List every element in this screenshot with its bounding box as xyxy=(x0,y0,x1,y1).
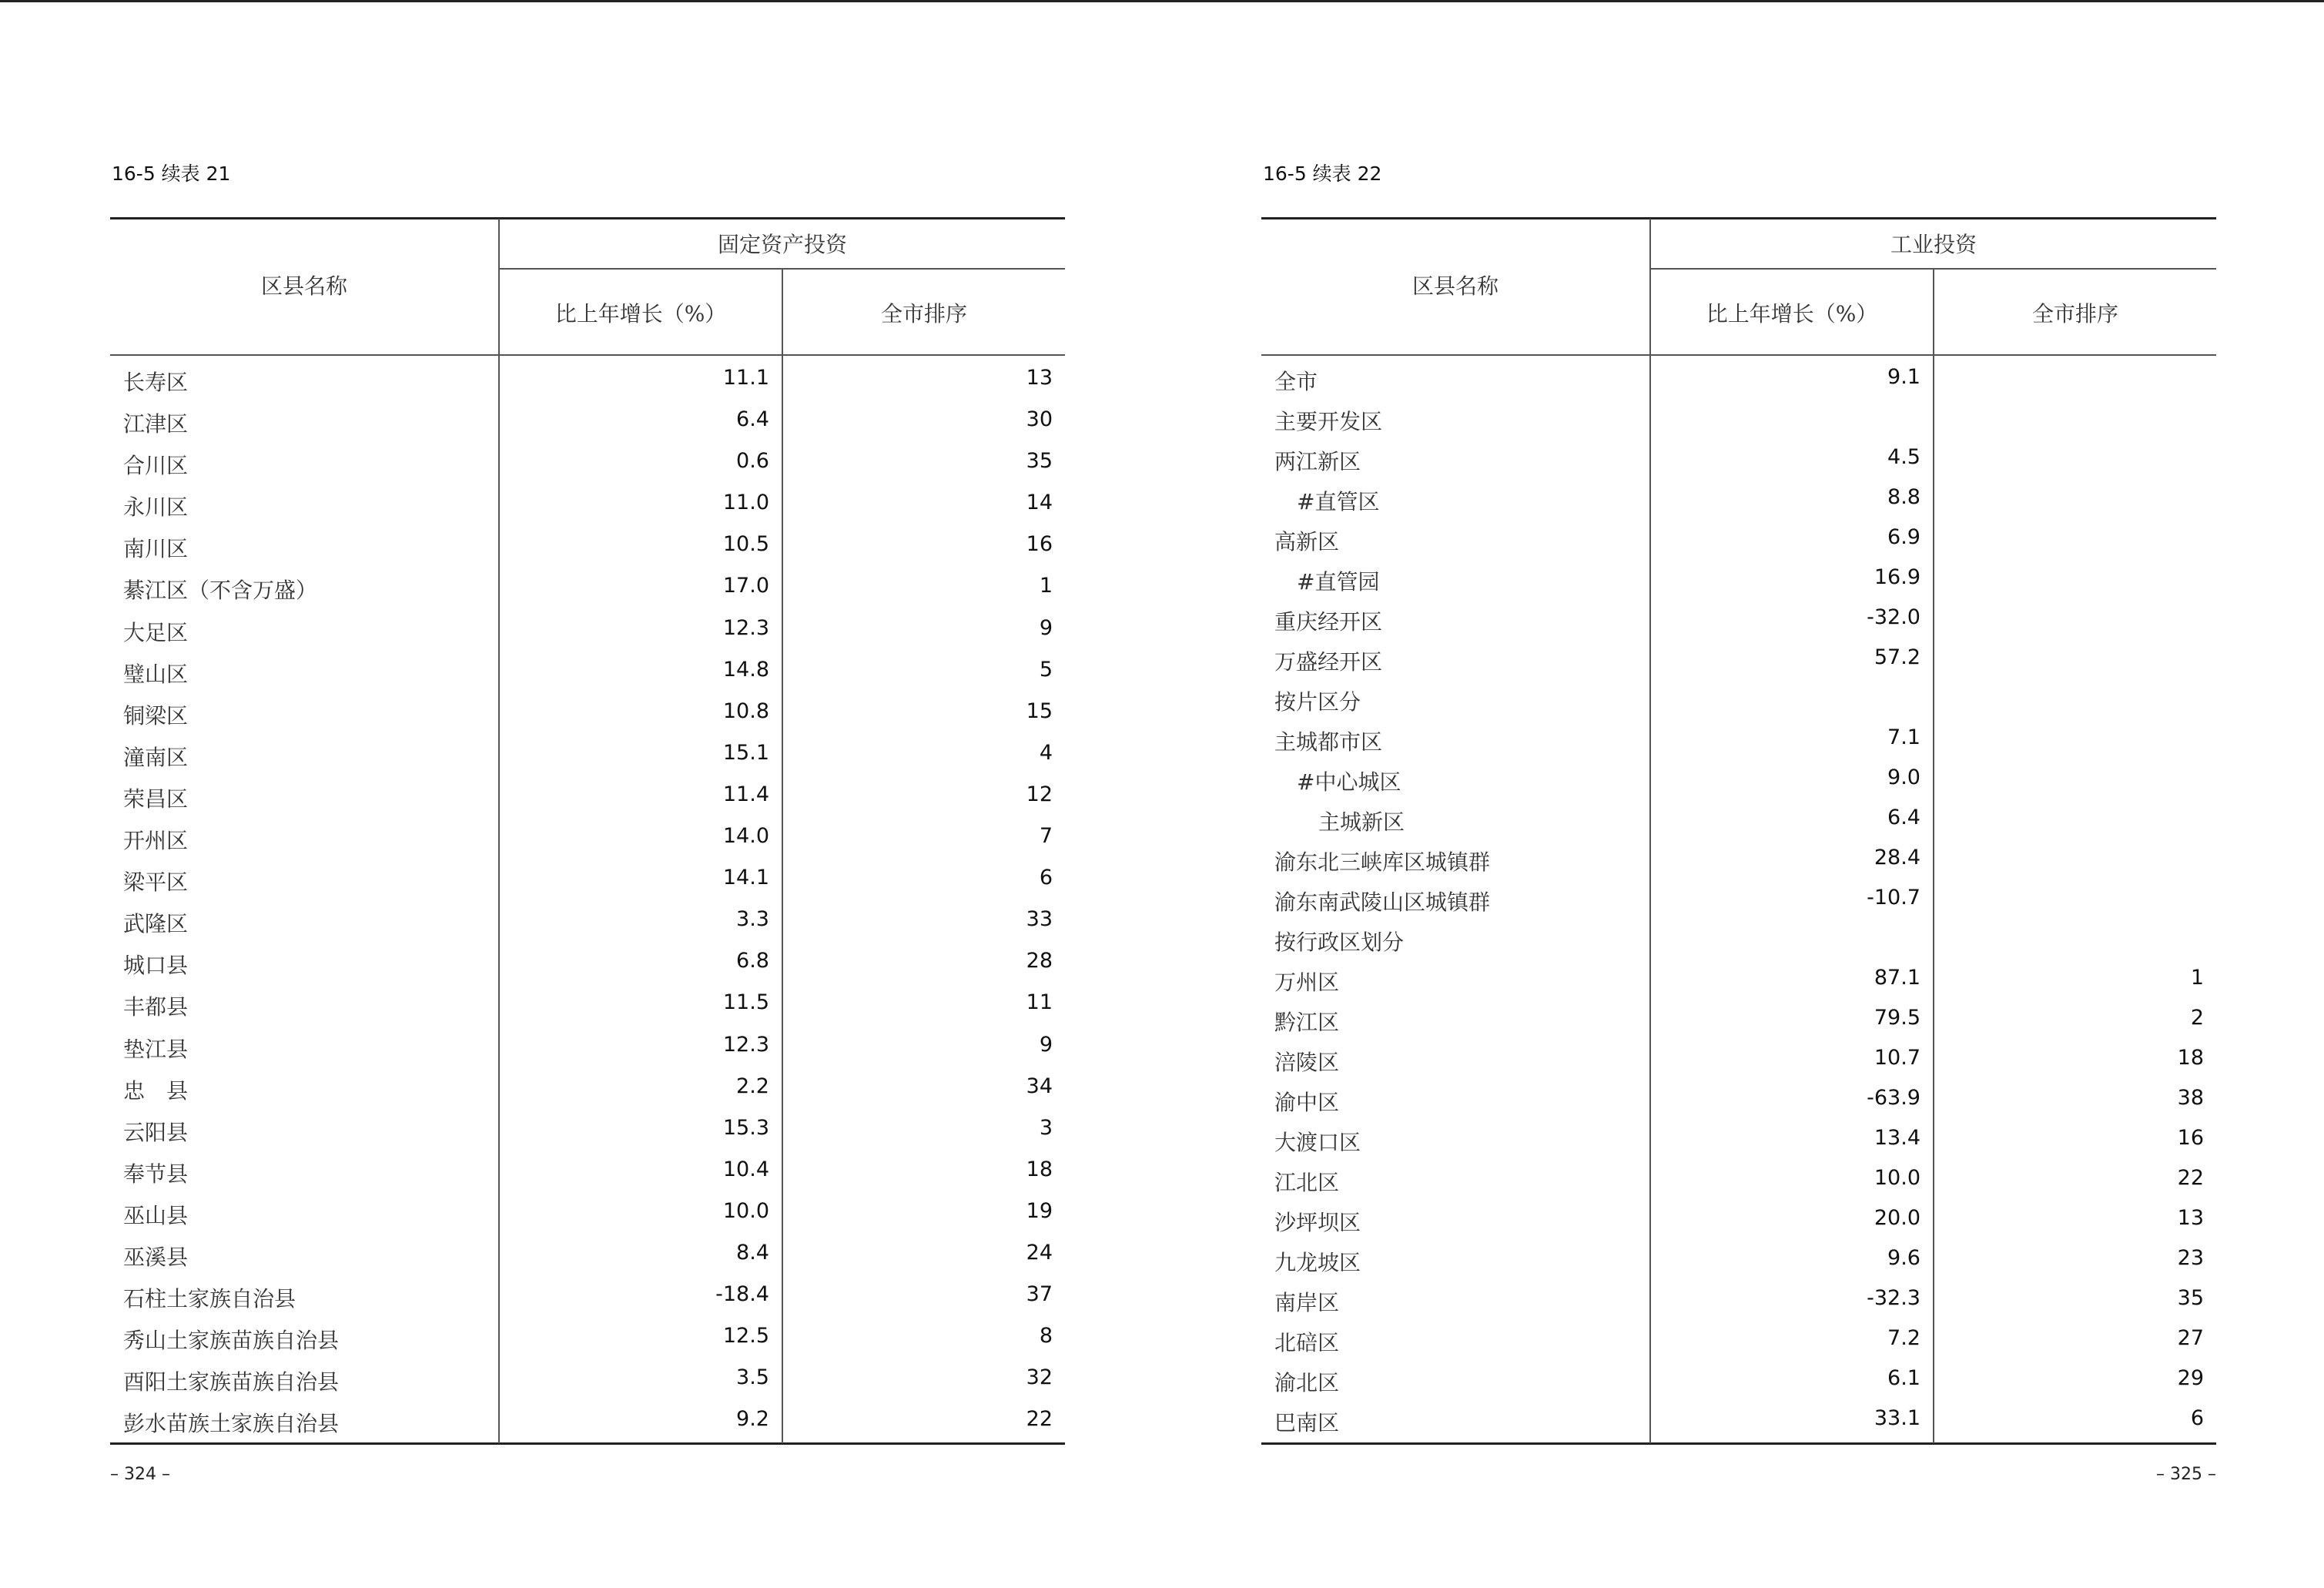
row-growth-value: 10.0 xyxy=(722,1198,769,1223)
row-rank-value: 14 xyxy=(1026,491,1053,515)
row-rank-value: 13 xyxy=(1026,366,1053,390)
row-growth-value: 14.0 xyxy=(722,824,769,849)
table-row xyxy=(1261,766,2216,806)
table-row xyxy=(1261,445,2216,485)
row-name: 合川区 xyxy=(123,453,189,479)
table-row xyxy=(1261,846,2216,886)
row-name: 九龙坡区 xyxy=(1274,1250,1361,1275)
row-growth-value: 10.8 xyxy=(722,699,769,723)
table-row xyxy=(1261,1206,2216,1246)
row-rank-value: 38 xyxy=(2177,1086,2204,1110)
row-name: 石柱土家族自治县 xyxy=(123,1286,296,1312)
row-rank-value: 34 xyxy=(1026,1074,1053,1098)
row-name: 渝东北三峡库区城镇群 xyxy=(1274,849,1491,875)
row-name: 万州区 xyxy=(1274,970,1340,995)
table-row xyxy=(110,1282,1065,1324)
row-name: 秀山土家族苗族自治县 xyxy=(123,1328,340,1354)
row-name: 主城新区 xyxy=(1318,809,1405,835)
row-rank-value: 27 xyxy=(2177,1326,2204,1350)
row-name: 铜梁区 xyxy=(123,702,189,729)
row-rank-value: 11 xyxy=(1026,990,1053,1015)
row-name: 垫江县 xyxy=(123,1036,189,1062)
row-growth-value: 20.0 xyxy=(1874,1206,1920,1230)
row-rank-value: 12 xyxy=(1026,782,1053,806)
row-name: 彭水苗族土家族自治县 xyxy=(123,1411,340,1437)
row-name: 长寿区 xyxy=(123,370,189,395)
row-rank-value: 23 xyxy=(2177,1246,2204,1270)
row-rank-value: 6 xyxy=(1039,866,1053,890)
row-name: 两江新区 xyxy=(1274,449,1361,474)
page-number: – 324 – xyxy=(110,1465,170,1484)
table-row xyxy=(110,1324,1065,1365)
row-rank-value: 15 xyxy=(1026,699,1053,723)
table-row xyxy=(1261,405,2216,445)
table-row xyxy=(110,366,1065,407)
row-name: 高新区 xyxy=(1274,529,1340,554)
row-growth-value: 6.8 xyxy=(736,949,769,973)
row-growth-value: 12.3 xyxy=(722,1032,769,1057)
table-row xyxy=(110,532,1065,574)
table-row xyxy=(1261,1326,2216,1366)
row-growth-value: 15.3 xyxy=(722,1115,769,1140)
row-name: 璧山区 xyxy=(123,661,189,687)
row-rank-value: 1 xyxy=(2190,966,2204,990)
row-rank-value: 7 xyxy=(1039,824,1053,849)
table-row xyxy=(1261,365,2216,405)
table-row xyxy=(1261,725,2216,766)
row-growth-value: 87.1 xyxy=(1874,966,1920,990)
row-growth-value: 16.9 xyxy=(1874,565,1920,589)
column-header-name: 区县名称 xyxy=(260,273,347,299)
table-row xyxy=(1261,1246,2216,1286)
table-row xyxy=(1261,1366,2216,1406)
row-growth-value: 9.0 xyxy=(1887,766,1920,789)
row-growth-value: 0.6 xyxy=(736,449,769,474)
row-rank-value: 37 xyxy=(1026,1282,1053,1307)
table-row xyxy=(1261,1166,2216,1206)
table-row xyxy=(110,1199,1065,1241)
row-growth-value: 13.4 xyxy=(1874,1126,1920,1150)
row-rank-value: 2 xyxy=(2190,1006,2204,1030)
row-name: 渝北区 xyxy=(1274,1370,1340,1395)
row-rank-value: 13 xyxy=(2177,1206,2204,1230)
table-row xyxy=(1261,525,2216,565)
row-rank-value: 28 xyxy=(1026,949,1053,973)
row-growth-value: 9.1 xyxy=(1887,365,1920,389)
row-name: 奉节县 xyxy=(123,1161,189,1187)
left-page xyxy=(110,0,1065,1588)
table-row xyxy=(1261,966,2216,1006)
row-name: 按片区分 xyxy=(1274,689,1361,715)
table-row xyxy=(1261,1126,2216,1166)
row-rank-value: 19 xyxy=(1026,1198,1053,1223)
table-body xyxy=(110,366,1065,1449)
table-row xyxy=(1261,806,2216,846)
row-name: 渝中区 xyxy=(1274,1090,1340,1115)
row-growth-value: 8.8 xyxy=(1887,485,1920,509)
page-number: – 325 – xyxy=(2156,1465,2216,1484)
row-name: 黔江区 xyxy=(1274,1010,1340,1035)
row-name: 潼南区 xyxy=(123,744,189,770)
row-rank-value: 8 xyxy=(1039,1324,1053,1348)
row-rank-value: 9 xyxy=(1039,1032,1053,1057)
row-name: 南岸区 xyxy=(1274,1290,1340,1315)
row-name: 按行政区划分 xyxy=(1274,930,1405,955)
row-name: 重庆经开区 xyxy=(1274,609,1383,635)
table-row xyxy=(1261,1006,2216,1046)
table-title: 16-5 续表 22 xyxy=(1263,162,1382,185)
row-name: 主要开发区 xyxy=(1274,409,1383,434)
row-rank-value: 35 xyxy=(1026,449,1053,474)
row-growth-value: 12.5 xyxy=(722,1324,769,1348)
table-row xyxy=(110,449,1065,491)
table-row xyxy=(1261,685,2216,725)
row-growth-value: 7.1 xyxy=(1887,725,1920,749)
table-row xyxy=(110,491,1065,532)
table-row xyxy=(110,866,1065,907)
row-growth-value: -32.3 xyxy=(1867,1286,1920,1310)
row-rank-value: 16 xyxy=(1026,532,1053,557)
row-name: 全市 xyxy=(1274,369,1318,394)
table-title: 16-5 续表 21 xyxy=(112,162,231,185)
row-growth-value: 10.7 xyxy=(1874,1046,1920,1070)
row-growth-value: 7.2 xyxy=(1887,1326,1920,1350)
row-growth-value: 17.0 xyxy=(722,574,769,598)
row-rank-value: 29 xyxy=(2177,1366,2204,1390)
header-bottom-rule xyxy=(1261,354,2216,356)
row-name: 主城都市区 xyxy=(1274,729,1383,755)
row-name: #直管区 xyxy=(1297,489,1380,514)
row-name: 江北区 xyxy=(1274,1170,1340,1195)
table-row xyxy=(1261,645,2216,685)
row-rank-value: 16 xyxy=(2177,1126,2204,1150)
row-growth-value: -63.9 xyxy=(1867,1086,1920,1110)
row-growth-value: 3.3 xyxy=(736,907,769,932)
row-name: 荣昌区 xyxy=(123,786,189,812)
row-name: #直管园 xyxy=(1297,569,1380,595)
table-row xyxy=(1261,565,2216,605)
row-name: 南川区 xyxy=(123,536,189,562)
row-name: 梁平区 xyxy=(123,869,189,896)
column-header-growth: 比上年增长（%） xyxy=(1706,301,1878,327)
row-name: 大足区 xyxy=(123,619,189,645)
row-name: 酉阳土家族苗族自治县 xyxy=(123,1369,340,1395)
row-name: 江津区 xyxy=(123,411,189,437)
table-row xyxy=(1261,1046,2216,1086)
table-row xyxy=(110,949,1065,990)
table-row xyxy=(1261,886,2216,926)
row-growth-value: 57.2 xyxy=(1874,645,1920,669)
table-row xyxy=(110,616,1065,658)
row-growth-value: -18.4 xyxy=(715,1282,769,1307)
table-row xyxy=(110,1157,1065,1199)
table-body xyxy=(1261,365,2216,1446)
row-rank-value: 18 xyxy=(1026,1157,1053,1181)
row-name: 城口县 xyxy=(123,953,189,979)
row-growth-value: 10.5 xyxy=(722,532,769,557)
row-name: 丰都县 xyxy=(123,994,189,1020)
row-rank-value: 5 xyxy=(1039,657,1053,682)
table-row xyxy=(1261,1406,2216,1446)
row-growth-value: 6.4 xyxy=(1887,806,1920,829)
row-growth-value: 10.0 xyxy=(1874,1166,1920,1190)
row-growth-value: -10.7 xyxy=(1867,886,1920,910)
row-growth-value: 11.4 xyxy=(722,782,769,806)
column-header-growth: 比上年增长（%） xyxy=(554,301,727,327)
row-name: 忠 县 xyxy=(123,1077,189,1104)
column-header-rank: 全市排序 xyxy=(880,301,967,327)
row-growth-value: 2.2 xyxy=(736,1074,769,1098)
header-bottom-rule xyxy=(110,354,1065,356)
table-row xyxy=(1261,605,2216,645)
row-growth-value: 10.4 xyxy=(722,1157,769,1181)
row-rank-value: 3 xyxy=(1039,1115,1053,1140)
row-growth-value: 79.5 xyxy=(1874,1006,1920,1030)
table-row xyxy=(1261,1286,2216,1326)
row-name: 武隆区 xyxy=(123,911,189,937)
row-growth-value: 15.1 xyxy=(722,740,769,765)
column-header-name: 区县名称 xyxy=(1411,273,1499,299)
row-growth-value: 11.5 xyxy=(722,990,769,1015)
row-name: 巴南区 xyxy=(1274,1410,1340,1436)
row-growth-value: 11.0 xyxy=(722,491,769,515)
row-growth-value: 9.2 xyxy=(736,1407,769,1432)
row-name: #中心城区 xyxy=(1297,769,1401,795)
row-rank-value: 18 xyxy=(2177,1046,2204,1070)
row-rank-value: 1 xyxy=(1039,574,1053,598)
table-row xyxy=(110,907,1065,949)
row-rank-value: 33 xyxy=(1026,907,1053,932)
table-top-rule xyxy=(1261,217,2216,219)
row-name: 巫溪县 xyxy=(123,1244,189,1270)
row-rank-value: 6 xyxy=(2190,1406,2204,1430)
table-row xyxy=(1261,1086,2216,1126)
table-row xyxy=(110,1033,1065,1074)
row-growth-value: -32.0 xyxy=(1867,605,1920,629)
row-name: 大渡口区 xyxy=(1274,1130,1361,1155)
row-rank-value: 22 xyxy=(1026,1407,1053,1432)
row-growth-value: 4.5 xyxy=(1887,445,1920,469)
row-rank-value: 22 xyxy=(2177,1166,2204,1190)
row-growth-value: 12.3 xyxy=(722,615,769,640)
row-growth-value: 14.1 xyxy=(722,866,769,890)
row-growth-value: 6.9 xyxy=(1887,525,1920,549)
table-row xyxy=(110,407,1065,449)
row-name: 北碚区 xyxy=(1274,1330,1340,1355)
column-header-rank: 全市排序 xyxy=(2031,301,2118,327)
row-rank-value: 9 xyxy=(1039,615,1053,640)
row-growth-value: 8.4 xyxy=(736,1240,769,1265)
row-growth-value: 33.1 xyxy=(1874,1406,1920,1430)
row-name: 永川区 xyxy=(123,494,189,521)
row-rank-value: 30 xyxy=(1026,407,1053,432)
table-row xyxy=(110,1407,1065,1449)
table-row xyxy=(110,1241,1065,1282)
table-row xyxy=(110,990,1065,1032)
row-name: 綦江区（不含万盛） xyxy=(123,578,318,604)
row-rank-value: 24 xyxy=(1026,1240,1053,1265)
row-rank-value: 35 xyxy=(2177,1286,2204,1310)
row-name: 开州区 xyxy=(123,828,189,854)
column-group-header: 工业投资 xyxy=(1890,232,1977,257)
table-row xyxy=(110,741,1065,782)
row-name: 沙坪坝区 xyxy=(1274,1210,1361,1235)
table-row xyxy=(110,574,1065,615)
row-growth-value: 11.1 xyxy=(722,366,769,390)
row-name: 云阳县 xyxy=(123,1119,189,1145)
column-group-header: 固定资产投资 xyxy=(717,232,847,257)
table-row xyxy=(110,699,1065,741)
table-row xyxy=(110,658,1065,699)
row-growth-value: 6.1 xyxy=(1887,1366,1920,1390)
table-row xyxy=(1261,485,2216,525)
row-name: 涪陵区 xyxy=(1274,1050,1340,1075)
row-growth-value: 9.6 xyxy=(1887,1246,1920,1270)
row-name: 万盛经开区 xyxy=(1274,649,1383,675)
row-growth-value: 14.8 xyxy=(722,657,769,682)
table-row xyxy=(110,824,1065,866)
row-name: 渝东南武陵山区城镇群 xyxy=(1274,889,1491,915)
table-top-rule xyxy=(110,217,1065,219)
right-page xyxy=(1261,0,2216,1588)
row-growth-value: 28.4 xyxy=(1874,846,1920,869)
row-name: 巫山县 xyxy=(123,1202,189,1228)
row-growth-value: 3.5 xyxy=(736,1365,769,1390)
table-row xyxy=(110,1074,1065,1116)
table-row xyxy=(110,1365,1065,1407)
table-row xyxy=(110,782,1065,824)
row-growth-value: 6.4 xyxy=(736,407,769,432)
row-rank-value: 32 xyxy=(1026,1365,1053,1390)
table-row xyxy=(110,1116,1065,1157)
row-rank-value: 4 xyxy=(1039,740,1053,765)
table-row xyxy=(1261,926,2216,966)
